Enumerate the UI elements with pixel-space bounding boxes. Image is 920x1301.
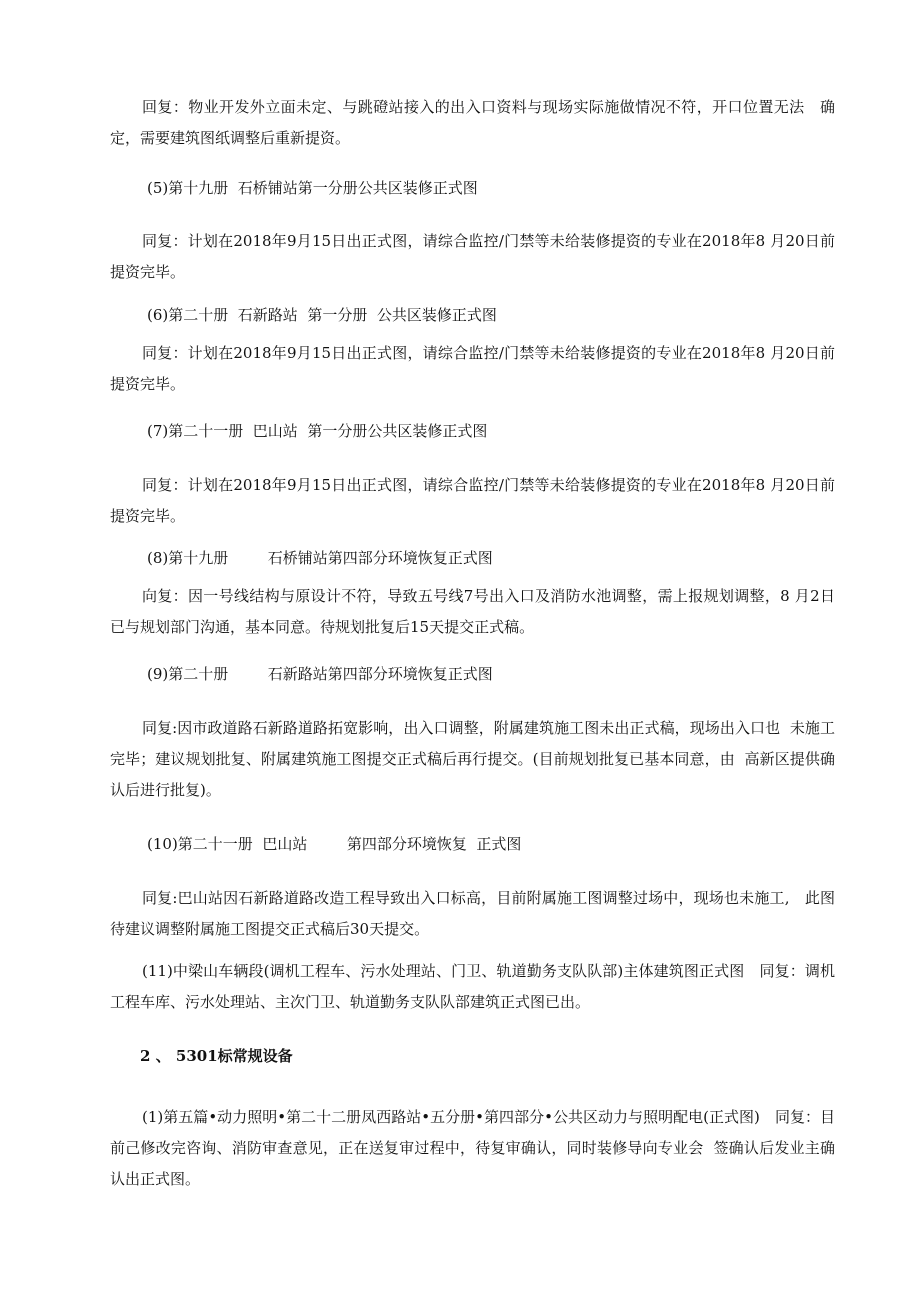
item-heading-7: (7)第二十一册 巴山站 第一分册公共区装修正式图 <box>147 422 488 440</box>
item-heading-10: (10)第二十一册 巴山站 第四部分环境恢复 正式图 <box>147 835 522 853</box>
reply-paragraph-9: 同复:因市政道路石新路道路拓宽影响，出入口调整，附属建筑施工图未出正式稿，现场出入口也 未施工完毕；建议规划批复、附属建筑施工图提交正式稿后再行提交。(目前规划批复已基本同意，由 高新区提供确认后进行批复)。 <box>110 719 835 799</box>
reply-paragraph-8: 向复：因一号线结构与原设计不符，导致五号线7号出入口及消防水池调整，需上报规划调整，8 月2日已与规划部门沟通，基本同意。待规划批复后15天提交正式稿。 <box>110 587 835 636</box>
section-heading-2: 2 、 5301标常规设备 <box>140 1047 293 1065</box>
item-heading-9: (9)第二十册 石新路站第四部分环境恢复正式图 <box>147 665 493 683</box>
reply-paragraph-10: 同复:巴山站因石新路道路改造工程导致出入口标高，目前附属施工图调整过场中，现场也未施工, 此图待建议调整附属施工图提交正式稿后30天提交。 <box>110 889 835 938</box>
item-heading-6: (6)第二十册 石新路站 第一分册 公共区装修正式图 <box>147 306 497 324</box>
item-heading-5: (5)第十九册 石桥铺站第一分册公共区装修正式图 <box>147 179 478 197</box>
reply-paragraph-7: 同复：计划在2018年9月15日出正式图，请综合监控/门禁等未给装修提资的专业在2018年8 月20日前提资完毕。 <box>110 476 835 525</box>
item-heading-8: (8)第十九册 石桥铺站第四部分环境恢复正式图 <box>147 549 493 567</box>
item-paragraph-power-lighting: (1)第五篇•动力照明•第二十二册凤西路站•五分册•第四部分•公共区动力与照明配电(正式图) 同复：目前己修改完咨询、消防审查意见，正在送复审过程中，待复审确认，同时装修导向专业会 签确认后发业主确认出正式图。 <box>110 1108 835 1188</box>
reply-paragraph-property-development: 回复：物业开发外立面未定、与跳磴站接入的出入口资料与现场实际施做情况不符，开口位置无法 确定，需要建筑图纸调整后重新提资。 <box>110 98 835 147</box>
reply-paragraph-6: 同复：计划在2018年9月15日出正式图，请综合监控/门禁等未给装修提资的专业在2018年8 月20日前提资完毕。 <box>110 344 835 393</box>
item-paragraph-11: (11)中梁山车辆段(调机工程车、污水处理站、门卫、轨道勤务支队队部)主体建筑图正式图 同复：调机工程车库、污水处理站、主次门卫、轨道勤务支队队部建筑正式图已出。 <box>110 962 835 1011</box>
reply-paragraph-5: 同复：计划在2018年9月15日出正式图，请综合监控/门禁等未给装修提资的专业在2018年8 月20日前提资完毕。 <box>110 232 835 281</box>
